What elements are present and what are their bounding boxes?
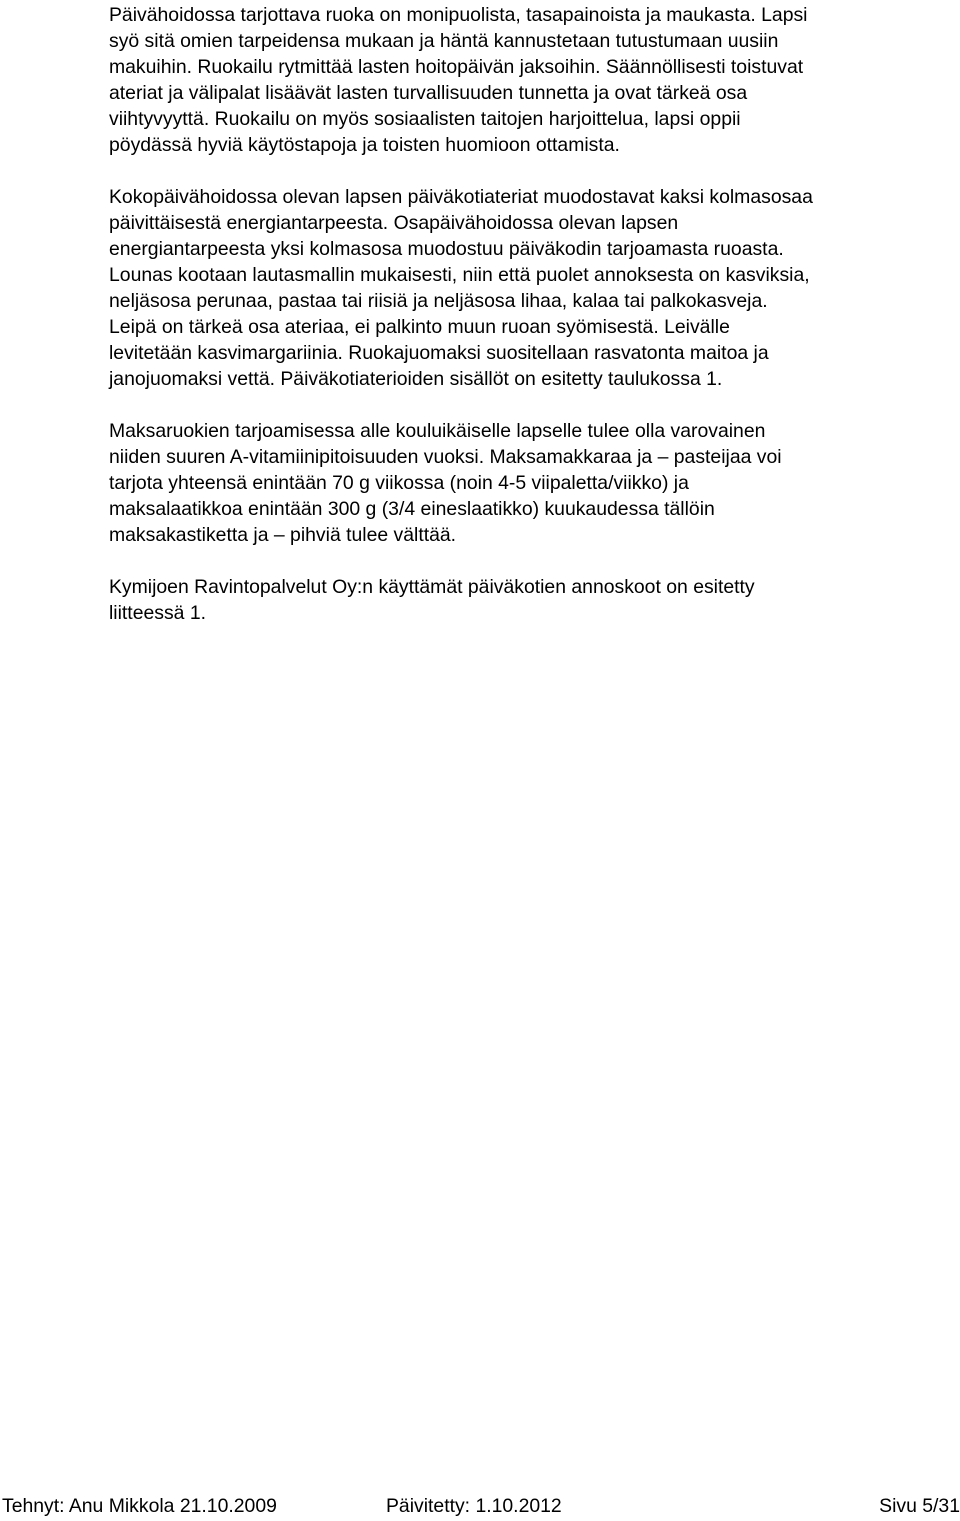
text-line: liitteessä 1. bbox=[109, 602, 207, 624]
text-line: syö sitä omien tarpeidensa mukaan ja häntä kannustetaan tutustumaan uusiin bbox=[109, 30, 779, 52]
text-line: maksakastiketta ja – pihviä tulee välttää. bbox=[109, 524, 457, 546]
paragraph-food-intro bbox=[109, 2, 807, 158]
page-footer bbox=[0, 1493, 960, 1521]
text-line: pöydässä hyviä käytöstapoja ja toisten huomioon ottamista. bbox=[109, 134, 620, 156]
text-line: energiantarpeesta yksi kolmasosa muodostuu päiväkodin tarjoamasta ruoasta. bbox=[109, 238, 784, 260]
text-line: niiden suuren A-vitamiinipitoisuuden vuoksi. Maksamakkaraa ja – pasteijaa voi bbox=[109, 446, 782, 468]
text-line: Päivähoidossa tarjottava ruoka on monipuolista, tasapainoista ja maukasta. Lapsi bbox=[109, 4, 808, 26]
text-line: Kymijoen Ravintopalvelut Oy:n käyttämät päiväkotien annoskoot on esitetty bbox=[109, 576, 755, 598]
text-line: neljäsosa perunaa, pastaa tai riisiä ja neljäsosa lihaa, kalaa tai palkokasveja. bbox=[109, 290, 768, 312]
text-line: Maksaruokien tarjoamisessa alle kouluikäiselle lapselle tulee olla varovainen bbox=[109, 420, 766, 442]
footer-author: Tehnyt: Anu Mikkola 21.10.2009 bbox=[2, 1495, 277, 1517]
text-line: makuihin. Ruokailu rytmittää lasten hoitopäivän jaksoihin. Säännöllisesti toistuvat bbox=[109, 56, 804, 78]
text-line: levitetään kasvimargariinia. Ruokajuomaksi suositellaan rasvatonta maitoa ja bbox=[109, 342, 769, 364]
text-line: Leipä on tärkeä osa ateriaa, ei palkinto muun ruoan syömisestä. Leivälle bbox=[109, 316, 730, 338]
footer-updated: Päivitetty: 1.10.2012 bbox=[386, 1495, 562, 1517]
text-line: Kokopäivähoidossa olevan lapsen päiväkotiateriat muodostavat kaksi kolmasosaa bbox=[109, 186, 813, 208]
text-line: janojuomaksi vettä. Päiväkotiaterioiden sisällöt on esitetty taulukossa 1. bbox=[109, 368, 723, 390]
paragraph-energy-needs bbox=[109, 184, 813, 392]
paragraph-portion-sizes bbox=[109, 574, 755, 626]
text-line: ateriat ja välipalat lisäävät lasten turvallisuuden tunnetta ja ovat tärkeä osa bbox=[109, 82, 748, 104]
text-line: tarjota yhteensä enintään 70 g viikossa (noin 4-5 viipaletta/viikko) ja bbox=[109, 472, 689, 494]
footer-page-number: Sivu 5/31 bbox=[879, 1495, 960, 1517]
paragraph-liver-foods bbox=[109, 418, 782, 548]
text-line: Lounas kootaan lautasmallin mukaisesti, niin että puolet annoksesta on kasviksia, bbox=[109, 264, 810, 286]
text-line: päivittäisestä energiantarpeesta. Osapäivähoidossa olevan lapsen bbox=[109, 212, 679, 234]
text-line: viihtyvyyttä. Ruokailu on myös sosiaalisten taitojen harjoittelua, lapsi oppii bbox=[109, 108, 741, 130]
text-line: maksalaatikkoa enintään 300 g (3/4 eineslaatikko) kuukaudessa tällöin bbox=[109, 498, 715, 520]
